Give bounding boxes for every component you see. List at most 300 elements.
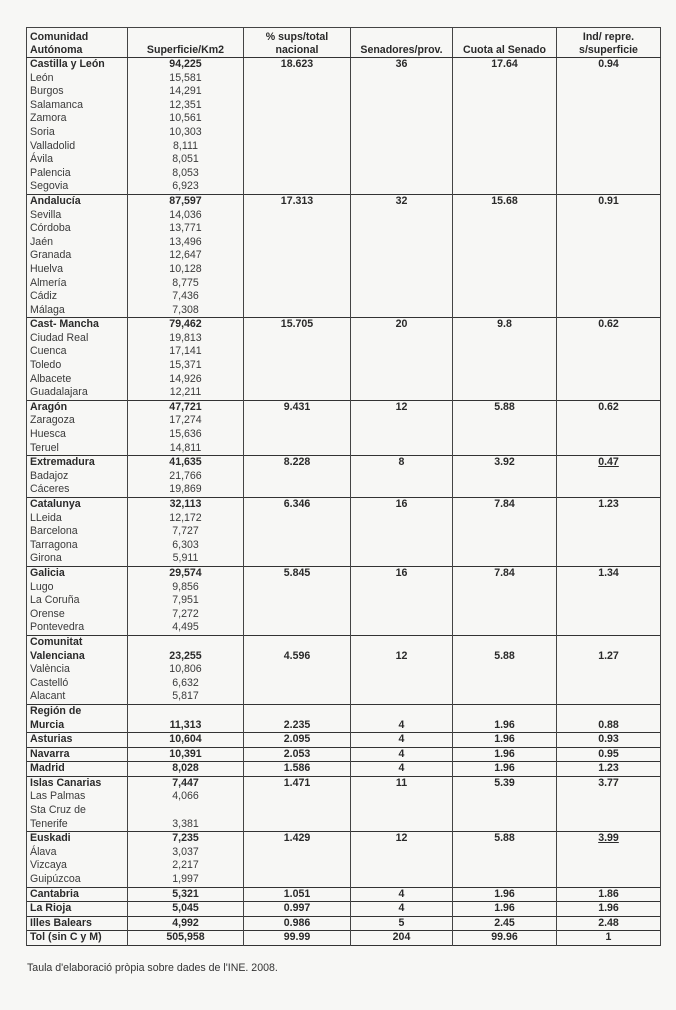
province-surface: 4,495 <box>128 621 244 635</box>
province-surface: 21,766 <box>128 470 244 484</box>
province-surface: 8,111 <box>128 140 244 154</box>
province-name: Sta Cruz de Tenerife <box>27 804 128 832</box>
province-row <box>27 846 661 860</box>
community-group <box>27 776 661 831</box>
table-caption: Taula d'elaboració pròpia sobre dades de l'INE. 2008. <box>27 962 278 974</box>
empty-cell <box>351 525 453 539</box>
province-row <box>27 99 661 113</box>
province-name: Pontevedra <box>27 621 128 635</box>
empty-cell <box>557 140 661 154</box>
province-name: León <box>27 72 128 86</box>
community-group <box>27 733 661 748</box>
empty-cell <box>351 663 453 677</box>
community-group <box>27 456 661 498</box>
empty-cell <box>244 373 351 387</box>
province-row <box>27 804 661 832</box>
empty-cell <box>557 209 661 223</box>
province-row <box>27 386 661 400</box>
empty-cell <box>557 525 661 539</box>
province-name: Alacant <box>27 690 128 704</box>
province-row <box>27 72 661 86</box>
community-representation-index: 3.77 <box>557 776 661 790</box>
province-surface: 7,308 <box>128 304 244 318</box>
province-row <box>27 112 661 126</box>
province-name: Castelló <box>27 677 128 691</box>
empty-cell <box>244 846 351 860</box>
empty-cell <box>244 552 351 566</box>
province-surface: 14,291 <box>128 85 244 99</box>
community-pct-surface: 4.596 <box>244 635 351 663</box>
empty-cell <box>351 153 453 167</box>
province-name: Valladolid <box>27 140 128 154</box>
empty-cell <box>453 209 557 223</box>
province-name: Jaén <box>27 236 128 250</box>
empty-cell <box>244 690 351 704</box>
empty-cell <box>453 99 557 113</box>
province-row <box>27 153 661 167</box>
province-name: Almería <box>27 277 128 291</box>
empty-cell <box>351 277 453 291</box>
community-senators: 20 <box>351 318 453 332</box>
province-name: Guipúzcoa <box>27 873 128 887</box>
community-senators: 8 <box>351 456 453 470</box>
table-row <box>27 318 661 332</box>
province-surface: 3,381 <box>128 804 244 832</box>
community-senate-quota: 9.8 <box>453 318 557 332</box>
empty-cell <box>557 621 661 635</box>
empty-cell <box>557 222 661 236</box>
empty-cell <box>453 470 557 484</box>
community-surface: 47,721 <box>128 400 244 414</box>
empty-cell <box>351 304 453 318</box>
empty-cell <box>351 386 453 400</box>
community-senate-quota: 7.84 <box>453 566 557 580</box>
empty-cell <box>351 236 453 250</box>
province-row <box>27 249 661 263</box>
province-row <box>27 608 661 622</box>
province-name: Soria <box>27 126 128 140</box>
province-row <box>27 85 661 99</box>
community-senate-quota: 1.96 <box>453 704 557 732</box>
province-name: Zaragoza <box>27 414 128 428</box>
empty-cell <box>453 442 557 456</box>
empty-cell <box>453 873 557 887</box>
empty-cell <box>351 373 453 387</box>
empty-cell <box>244 663 351 677</box>
community-surface: 10,604 <box>128 733 244 748</box>
community-senators: 4 <box>351 762 453 777</box>
community-name: Andalucía <box>27 194 128 208</box>
community-representation-index: 1.23 <box>557 498 661 512</box>
table-row <box>27 832 661 846</box>
community-representation-index: 0.93 <box>557 733 661 748</box>
empty-cell <box>244 153 351 167</box>
community-surface: 7,447 <box>128 776 244 790</box>
empty-cell <box>557 112 661 126</box>
community-name: Islas Canarias <box>27 776 128 790</box>
empty-cell <box>351 72 453 86</box>
community-surface: 8,028 <box>128 762 244 777</box>
community-pct-surface: 2.095 <box>244 733 351 748</box>
empty-cell <box>557 442 661 456</box>
empty-cell <box>244 263 351 277</box>
province-name: Salamanca <box>27 99 128 113</box>
community-name: Madrid <box>27 762 128 777</box>
community-name: Euskadi <box>27 832 128 846</box>
empty-cell <box>351 345 453 359</box>
empty-cell <box>351 222 453 236</box>
community-pct-surface: 2.235 <box>244 704 351 732</box>
province-surface: 9,856 <box>128 581 244 595</box>
province-name: Lugo <box>27 581 128 595</box>
province-row <box>27 290 661 304</box>
province-row <box>27 677 661 691</box>
empty-cell <box>244 790 351 804</box>
community-surface: 7,235 <box>128 832 244 846</box>
province-surface: 8,053 <box>128 167 244 181</box>
empty-cell <box>351 414 453 428</box>
province-surface: 6,303 <box>128 539 244 553</box>
empty-cell <box>557 483 661 497</box>
province-surface: 15,371 <box>128 359 244 373</box>
community-senators: 12 <box>351 635 453 663</box>
community-representation-index: 1 <box>557 931 661 946</box>
empty-cell <box>244 222 351 236</box>
community-surface: 94,225 <box>128 58 244 72</box>
province-name: Cádiz <box>27 290 128 304</box>
empty-cell <box>351 442 453 456</box>
empty-cell <box>351 263 453 277</box>
empty-cell <box>244 859 351 873</box>
community-senate-quota: 2.45 <box>453 916 557 931</box>
community-pct-surface: 2.053 <box>244 747 351 762</box>
community-representation-index: 1.27 <box>557 635 661 663</box>
empty-cell <box>453 85 557 99</box>
empty-cell <box>351 359 453 373</box>
empty-cell <box>244 72 351 86</box>
empty-cell <box>453 345 557 359</box>
community-surface: 87,597 <box>128 194 244 208</box>
empty-cell <box>244 677 351 691</box>
empty-cell <box>557 345 661 359</box>
empty-cell <box>351 99 453 113</box>
province-surface: 6,632 <box>128 677 244 691</box>
community-senators: 4 <box>351 747 453 762</box>
community-group <box>27 58 661 195</box>
empty-cell <box>244 249 351 263</box>
community-surface: 79,462 <box>128 318 244 332</box>
empty-cell <box>453 677 557 691</box>
province-row <box>27 222 661 236</box>
empty-cell <box>244 621 351 635</box>
province-name: València <box>27 663 128 677</box>
empty-cell <box>351 112 453 126</box>
empty-cell <box>351 483 453 497</box>
province-name: Sevilla <box>27 209 128 223</box>
empty-cell <box>557 677 661 691</box>
empty-cell <box>453 140 557 154</box>
community-pct-surface: 1.429 <box>244 832 351 846</box>
province-name: Barcelona <box>27 525 128 539</box>
community-senate-quota: 7.84 <box>453 498 557 512</box>
empty-cell <box>244 304 351 318</box>
province-row <box>27 414 661 428</box>
province-row <box>27 539 661 553</box>
empty-cell <box>244 359 351 373</box>
empty-cell <box>557 428 661 442</box>
community-senate-quota: 1.96 <box>453 762 557 777</box>
province-surface: 7,951 <box>128 594 244 608</box>
empty-cell <box>453 512 557 526</box>
community-name: Illes Balears <box>27 916 128 931</box>
community-senators: 36 <box>351 58 453 72</box>
province-row <box>27 236 661 250</box>
community-senate-quota: 1.96 <box>453 887 557 902</box>
empty-cell <box>453 180 557 194</box>
empty-cell <box>351 846 453 860</box>
community-name: Tol (sin C y M) <box>27 931 128 946</box>
empty-cell <box>244 209 351 223</box>
table-row <box>27 456 661 470</box>
empty-cell <box>453 552 557 566</box>
header-surface: Superficie/Km2 <box>128 28 244 58</box>
community-representation-index: 0.95 <box>557 747 661 762</box>
community-pct-surface: 18.623 <box>244 58 351 72</box>
empty-cell <box>351 428 453 442</box>
province-name: Girona <box>27 552 128 566</box>
province-name: Ciudad Real <box>27 332 128 346</box>
community-pct-surface: 5.845 <box>244 566 351 580</box>
community-name: Cantabria <box>27 887 128 902</box>
province-surface: 19,813 <box>128 332 244 346</box>
community-representation-index: 0.62 <box>557 318 661 332</box>
empty-cell <box>244 470 351 484</box>
province-surface: 15,636 <box>128 428 244 442</box>
province-surface: 15,581 <box>128 72 244 86</box>
province-row <box>27 621 661 635</box>
empty-cell <box>351 608 453 622</box>
community-representation-index: 1.23 <box>557 762 661 777</box>
community-name: Castilla y León <box>27 58 128 72</box>
province-surface: 5,817 <box>128 690 244 704</box>
empty-cell <box>244 126 351 140</box>
community-surface: 11,313 <box>128 704 244 732</box>
empty-cell <box>453 112 557 126</box>
community-senate-quota: 17.64 <box>453 58 557 72</box>
table-row <box>27 498 661 512</box>
empty-cell <box>453 126 557 140</box>
province-surface: 19,869 <box>128 483 244 497</box>
empty-cell <box>557 72 661 86</box>
province-name: Burgos <box>27 85 128 99</box>
province-surface: 12,172 <box>128 512 244 526</box>
province-name: Guadalajara <box>27 386 128 400</box>
empty-cell <box>557 846 661 860</box>
province-surface: 14,036 <box>128 209 244 223</box>
empty-cell <box>244 290 351 304</box>
community-surface: 41,635 <box>128 456 244 470</box>
header-senators: Senadores/prov. <box>351 28 453 58</box>
empty-cell <box>453 581 557 595</box>
empty-cell <box>244 442 351 456</box>
community-senate-quota: 5.88 <box>453 400 557 414</box>
province-row <box>27 859 661 873</box>
province-surface: 4,066 <box>128 790 244 804</box>
community-representation-index: 0.91 <box>557 194 661 208</box>
province-name: Palencia <box>27 167 128 181</box>
community-pct-surface: 8.228 <box>244 456 351 470</box>
community-surface: 4,992 <box>128 916 244 931</box>
empty-cell <box>557 99 661 113</box>
table-row <box>27 762 661 777</box>
community-name: Asturias <box>27 733 128 748</box>
empty-cell <box>453 539 557 553</box>
empty-cell <box>351 581 453 595</box>
empty-cell <box>453 72 557 86</box>
table-row <box>27 194 661 208</box>
province-row <box>27 442 661 456</box>
community-name: Catalunya <box>27 498 128 512</box>
community-senate-quota: 1.96 <box>453 747 557 762</box>
empty-cell <box>453 663 557 677</box>
community-senators: 12 <box>351 400 453 414</box>
community-group <box>27 635 661 704</box>
community-representation-index: 0.88 <box>557 704 661 732</box>
community-surface: 505,958 <box>128 931 244 946</box>
community-name: La Rioja <box>27 902 128 917</box>
community-senate-quota: 5.39 <box>453 776 557 790</box>
community-senators: 4 <box>351 704 453 732</box>
table-row <box>27 902 661 917</box>
community-senators: 11 <box>351 776 453 790</box>
empty-cell <box>244 512 351 526</box>
province-surface: 10,128 <box>128 263 244 277</box>
community-representation-index: 0.47 <box>557 456 661 470</box>
province-row <box>27 359 661 373</box>
empty-cell <box>557 332 661 346</box>
empty-cell <box>453 386 557 400</box>
community-representation-index: 2.48 <box>557 916 661 931</box>
province-name: Granada <box>27 249 128 263</box>
empty-cell <box>453 594 557 608</box>
empty-cell <box>244 539 351 553</box>
empty-cell <box>557 359 661 373</box>
header-community: Comunidad Autónoma <box>27 28 128 58</box>
empty-cell <box>557 373 661 387</box>
province-name: Zamora <box>27 112 128 126</box>
community-senators: 4 <box>351 887 453 902</box>
empty-cell <box>244 414 351 428</box>
province-surface: 17,141 <box>128 345 244 359</box>
empty-cell <box>351 594 453 608</box>
province-row <box>27 373 661 387</box>
document-sheet <box>26 27 660 946</box>
empty-cell <box>351 332 453 346</box>
empty-cell <box>557 873 661 887</box>
province-row <box>27 552 661 566</box>
empty-cell <box>244 804 351 832</box>
province-name: Teruel <box>27 442 128 456</box>
community-name: Galicia <box>27 566 128 580</box>
empty-cell <box>351 621 453 635</box>
community-senate-quota: 5.88 <box>453 832 557 846</box>
province-name: Córdoba <box>27 222 128 236</box>
community-group <box>27 832 661 887</box>
community-pct-surface: 1.471 <box>244 776 351 790</box>
empty-cell <box>557 277 661 291</box>
community-group <box>27 762 661 777</box>
empty-cell <box>557 552 661 566</box>
province-surface: 14,811 <box>128 442 244 456</box>
community-surface: 5,321 <box>128 887 244 902</box>
community-pct-surface: 1.586 <box>244 762 351 777</box>
province-surface: 3,037 <box>128 846 244 860</box>
community-senate-quota: 1.96 <box>453 733 557 748</box>
community-name: Región de Murcia <box>27 704 128 732</box>
empty-cell <box>244 608 351 622</box>
community-senate-quota: 3.92 <box>453 456 557 470</box>
community-senators: 5 <box>351 916 453 931</box>
community-pct-surface: 0.997 <box>244 902 351 917</box>
province-row <box>27 126 661 140</box>
community-representation-index: 0.94 <box>557 58 661 72</box>
province-surface: 13,496 <box>128 236 244 250</box>
province-surface: 8,051 <box>128 153 244 167</box>
community-surface: 10,391 <box>128 747 244 762</box>
empty-cell <box>557 539 661 553</box>
empty-cell <box>453 167 557 181</box>
province-row <box>27 345 661 359</box>
community-group <box>27 318 661 401</box>
empty-cell <box>244 345 351 359</box>
province-name: Huelva <box>27 263 128 277</box>
community-senate-quota: 5.88 <box>453 635 557 663</box>
community-pct-surface: 6.346 <box>244 498 351 512</box>
empty-cell <box>351 126 453 140</box>
province-name: Tarragona <box>27 539 128 553</box>
header-index: Ind/ repre. s/superficie <box>557 28 661 58</box>
empty-cell <box>453 790 557 804</box>
empty-cell <box>351 859 453 873</box>
empty-cell <box>557 249 661 263</box>
empty-cell <box>557 236 661 250</box>
community-senate-quota: 15.68 <box>453 194 557 208</box>
table-row <box>27 931 661 946</box>
empty-cell <box>351 552 453 566</box>
empty-cell <box>453 359 557 373</box>
community-group <box>27 916 661 931</box>
empty-cell <box>453 332 557 346</box>
empty-cell <box>351 539 453 553</box>
province-name: Las Palmas <box>27 790 128 804</box>
province-name: Segovia <box>27 180 128 194</box>
empty-cell <box>557 470 661 484</box>
province-row <box>27 873 661 887</box>
empty-cell <box>244 99 351 113</box>
community-senators: 4 <box>351 733 453 748</box>
province-surface: 12,647 <box>128 249 244 263</box>
province-row <box>27 277 661 291</box>
province-row <box>27 428 661 442</box>
province-row <box>27 790 661 804</box>
community-group <box>27 704 661 732</box>
province-name: Málaga <box>27 304 128 318</box>
province-name: Orense <box>27 608 128 622</box>
community-surface: 23,255 <box>128 635 244 663</box>
empty-cell <box>557 790 661 804</box>
province-surface: 12,351 <box>128 99 244 113</box>
table-row <box>27 733 661 748</box>
